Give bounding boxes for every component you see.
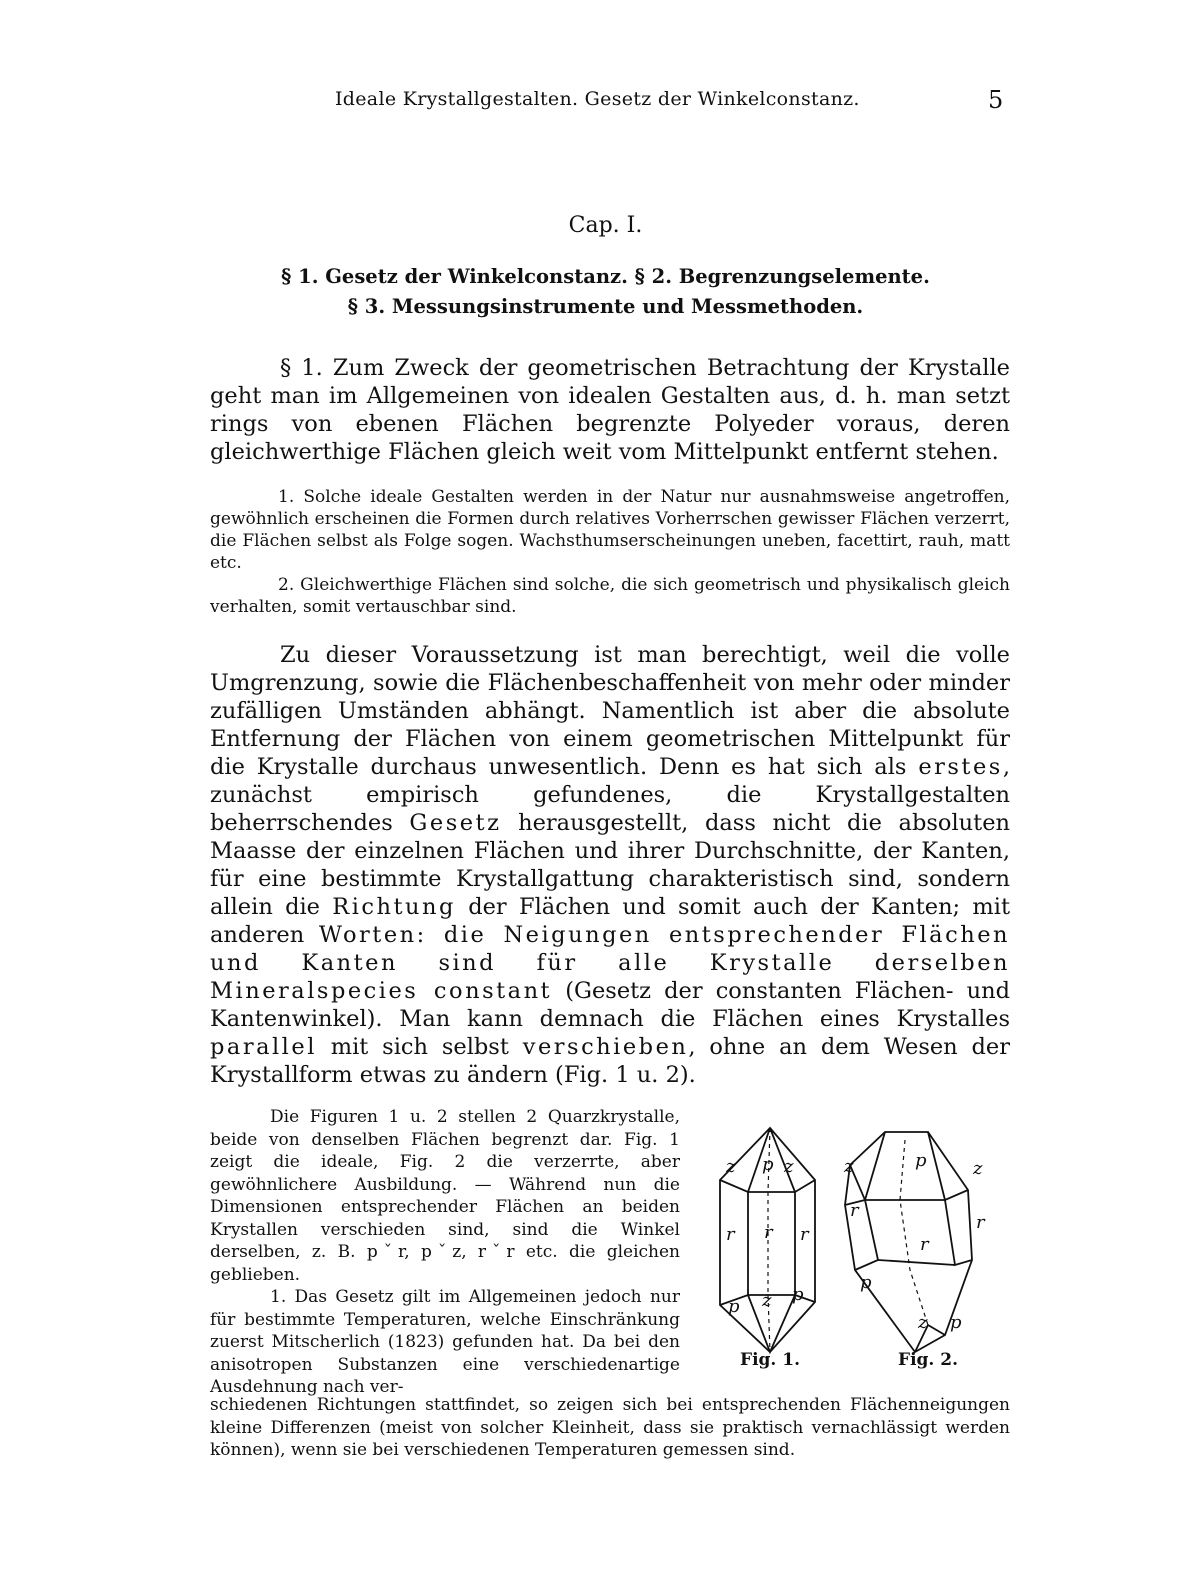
p2-spaced-richtung: Richtung <box>332 894 456 920</box>
fig2-label-r-left: r <box>850 1200 859 1221</box>
section-titles <box>0 262 1191 322</box>
p2-text-c: herausgestellt, dass nicht die absoluten Maasse der einzelnen Flächen und ihrer Durchschnitte, der Kanten, für eine bestimmte Krystallgattung charakteristisch sind, sondern allein die <box>210 810 1011 920</box>
footnotes-1 <box>210 486 1010 618</box>
fig1-caption: Fig. 1. <box>740 1350 800 1370</box>
paragraph-1-text: § 1. Zum Zweck der geometrischen Betrachtung der Krystalle geht man im Allgemeinen von idealen Gestalten aus, d. h. man setzt rings von ebenen Flächen begrenzte Polyeder voraus, deren gleichwerthige Flächen gleich weit vom Mittelpunkt entfernt stehen. <box>210 355 1010 465</box>
p2-text-d: der Flächen und somit auch der Kanten; mit anderen <box>210 894 1010 948</box>
running-header: Ideale Krystallgestalten. Gesetz der Winkelconstanz. <box>335 88 860 110</box>
p2-text-g: , ohne an dem Wesen der Krystallform etwas zu ändern (Fig. 1 u. 2). <box>210 1034 1010 1088</box>
p2-text-f: mit sich selbst <box>316 1034 523 1060</box>
p2-spaced-emphasis: Worten: die Neigungen entsprechender Flächen und Kanten sind für alle Krystalle derselben Mineralspecies constant <box>210 922 1010 1004</box>
note-2: 2. Gleichwerthige Flächen sind solche, die sich geometrisch und physikalisch gleich verhalten, somit vertauschbar sind. <box>210 575 1010 617</box>
fig1-label-z-left: z <box>726 1156 736 1177</box>
chapter-heading: Cap. I. <box>568 213 643 238</box>
fig1-label-z-bottom: z <box>762 1290 772 1311</box>
section-title-line-2: § 3. Messungsinstrumente und Messmethoden. <box>347 295 864 318</box>
footnote-temperature: 1. Das Gesetz gilt im Allgemeinen jedoch nur für bestimmte Temperaturen, welche Einschränkung zuerst Mitscherlich (1823) gefunden hat. Da bei den anisotropen Substanzen eine verschiedenartige Ausdehnung nach ver- <box>210 1287 680 1397</box>
fig2-label-p-bottom: p <box>950 1312 962 1333</box>
figure-description <box>210 1106 680 1399</box>
quartz-crystal-figures <box>700 1120 1010 1370</box>
figure-description-text: Die Figuren 1 u. 2 stellen 2 Quarzkrystalle, beide von denselben Flächen begrenzt dar. Fig. 1 zeigt die ideale, Fig. 2 die verzerrte, aber gewöhnlichere Ausbildung. — Während nun die Dimensionen entsprechender Flächen an beiden Krystallen verschieden sind, sind die Winkel derselben, z. B. pˇr, pˇz, rˇr etc. die gleichen geblieben. <box>210 1107 680 1285</box>
fig2-label-z-right: z <box>973 1158 983 1179</box>
fig1-label-p-bottom-right: p <box>792 1284 804 1305</box>
fig1-label-r-right: r <box>800 1224 809 1245</box>
fig1-label-p-bottom: p <box>728 1296 740 1317</box>
p2-text-b: , zunächst empirisch gefundenes, die Krystallgestalten beherrschendes <box>210 754 1010 836</box>
fig1-label-r-center: r <box>764 1222 773 1243</box>
fig2-label-p-left: p <box>860 1272 872 1293</box>
footnote-temperature-continued: schiedenen Richtungen stattfindet, so zeigen sich bei entsprechenden Flächenneigungen kleine Differenzen (meist von solcher Kleinheit, dass sie praktisch vernachlässigt werden können), wenn sie bei verschiedenen Temperaturen gemessen sind. <box>210 1395 1010 1460</box>
note-1: 1. Solche ideale Gestalten werden in der Natur nur ausnahmsweise angetroffen, gewöhnlich erscheinen die Formen durch relatives Vorherrschen gewisser Flächen verzerrt, die Flächen selbst als Folge sogen. Wachsthumserscheinungen uneben, facettirt, rauh, matt etc. <box>210 487 1010 573</box>
fig1-label-z-right: z <box>784 1156 794 1177</box>
p2-spaced-parallel: parallel <box>210 1034 317 1060</box>
paragraph-2 <box>210 641 1010 1089</box>
fig2-label-z-bottom: z <box>918 1312 928 1333</box>
p2-text-e: (Gesetz der constanten Flächen- und Kantenwinkel). Man kann demnach die Flächen eines Krystalles <box>210 978 1010 1032</box>
fig2-label-z-left: z <box>844 1156 854 1177</box>
fig2-label-r-right: r <box>976 1212 985 1233</box>
paragraph-2-text <box>210 641 1010 1089</box>
p2-spaced-gesetz: Gesetz <box>409 810 502 836</box>
section-title-line-1: § 1. Gesetz der Winkelconstanz. § 2. Begrenzungselemente. <box>281 265 930 288</box>
p2-text-a: Zu dieser Voraussetzung ist man berechtigt, weil die volle Umgrenzung, sowie die Flächenbeschaffenheit von mehr oder minder zufälligen Umständen abhängt. Namentlich ist aber die absolute Entfernung der Flächen von einem geometrischen Mittelpunkt für die Krystalle durchaus unwesentlich. Denn es hat sich als <box>210 642 1010 780</box>
fig1-label-p-top: p <box>762 1154 774 1175</box>
p2-spaced-erstes: erstes <box>918 754 1003 780</box>
fig2-caption: Fig. 2. <box>898 1350 958 1370</box>
page-number: 5 <box>988 86 1004 114</box>
fig2-label-r-center: r <box>920 1234 929 1255</box>
fig2-label-p-top: p <box>915 1150 927 1171</box>
p2-spaced-verschieben: verschieben <box>522 1034 689 1060</box>
fig1-label-r-left: r <box>726 1224 735 1245</box>
paragraph-1 <box>210 354 1010 466</box>
